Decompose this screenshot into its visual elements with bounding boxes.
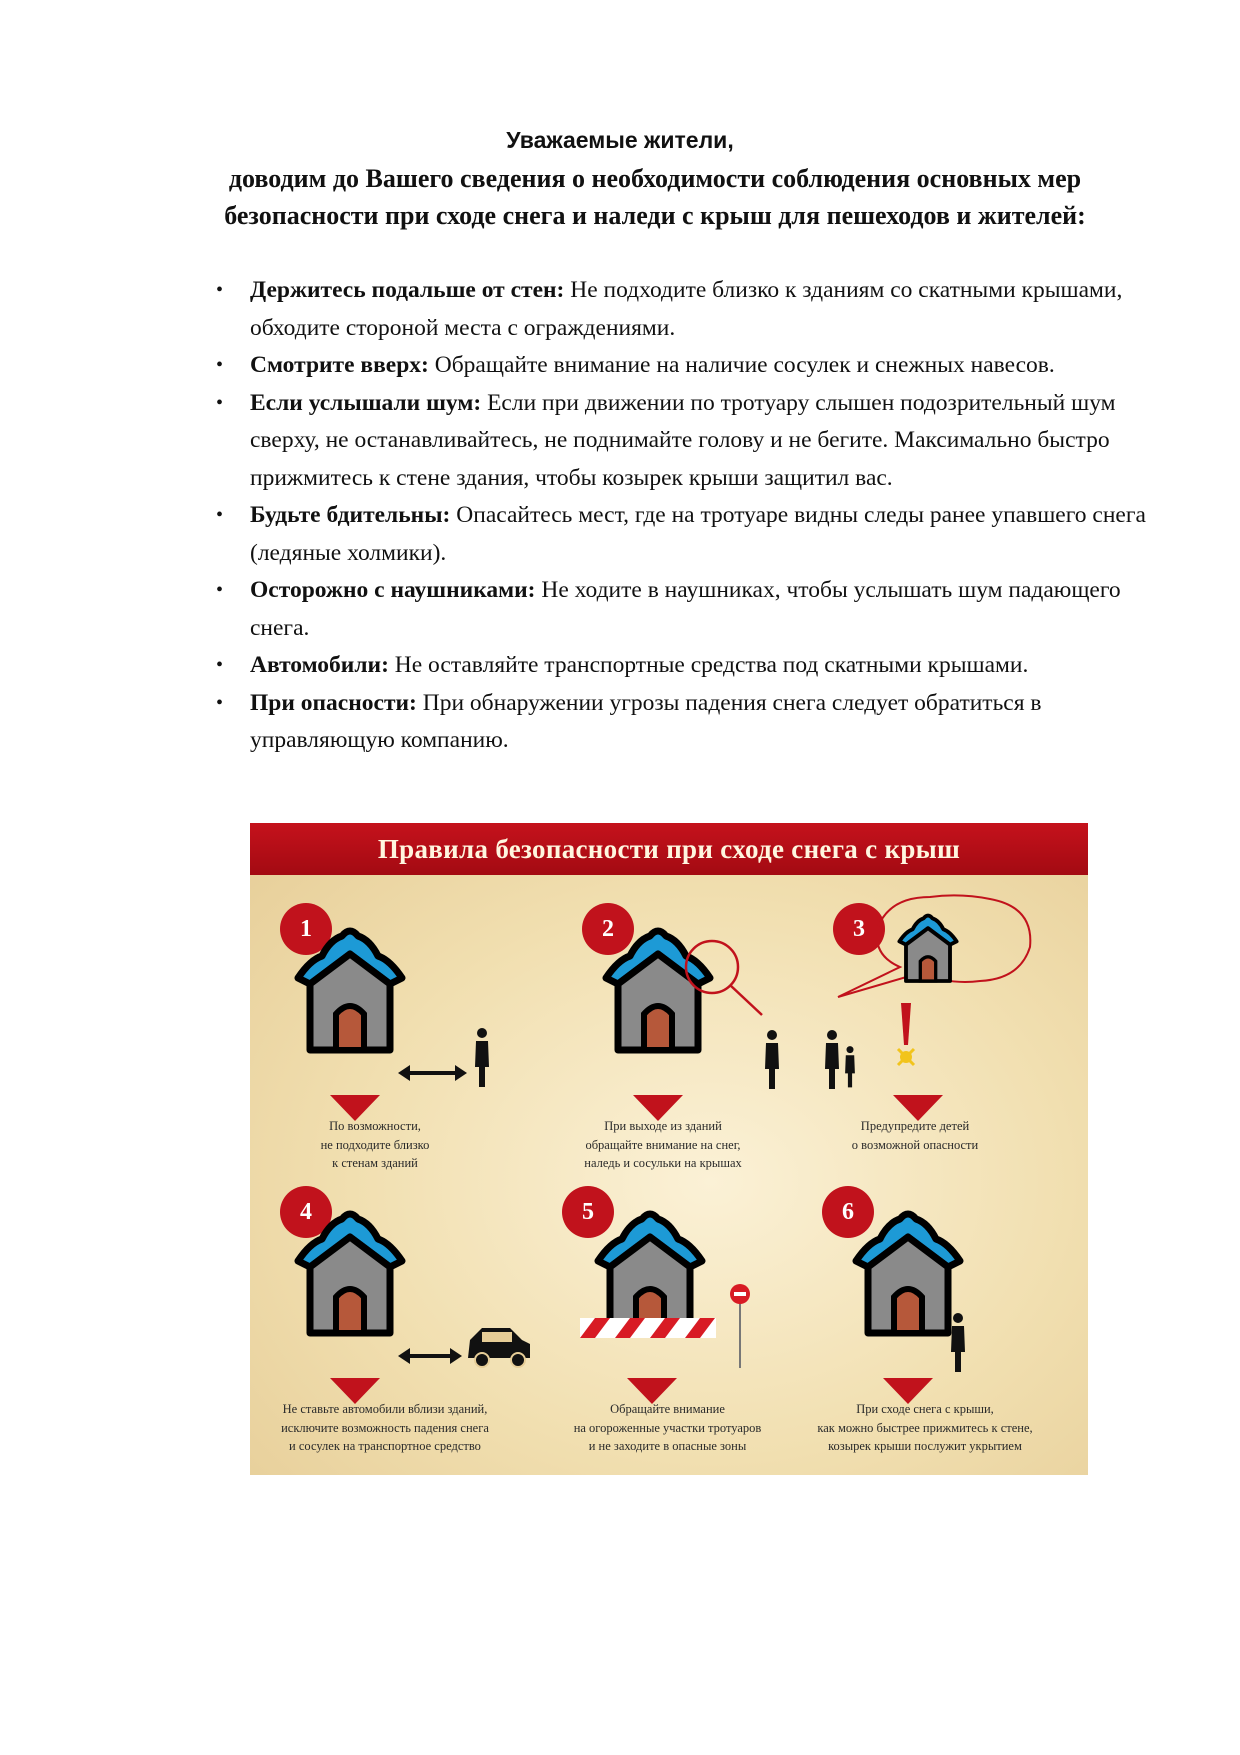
- rule-title: Смотрите вверх:: [250, 352, 429, 378]
- poster-title: Правила безопасности при сходе снега с крыш: [377, 834, 961, 864]
- person-icon: [475, 1028, 489, 1087]
- step-number-badge: 5: [562, 1186, 614, 1238]
- panel-3: [810, 885, 1080, 1175]
- step-number-badge: 3: [833, 903, 885, 955]
- panel-caption: Не ставьте автомобили вблизи зданий, исключите возможность падения снега и сосулек на транспортное средство: [281, 1402, 489, 1453]
- panel-caption: При выходе из зданий обращайте внимание на снег, наледь и сосульки на крышах: [584, 1119, 742, 1170]
- poster-header: [250, 823, 1088, 875]
- list-item: [216, 647, 1160, 685]
- distance-arrow-icon: [398, 1065, 467, 1081]
- rule-title: Если услышали шум:: [250, 389, 482, 416]
- bullet-icon: •: [216, 504, 224, 526]
- panel-2: [540, 885, 810, 1175]
- house-icon: [298, 1214, 402, 1333]
- rule-text: При обнаружении угрозы падения снега следует обратиться в управляющую компанию.: [250, 689, 1042, 753]
- bullet-icon: •: [216, 279, 224, 301]
- stop-sign-icon: [730, 1284, 750, 1368]
- safety-rules-list: [216, 272, 1160, 760]
- panel-6: [810, 1168, 1080, 1458]
- bullet-icon: •: [216, 691, 224, 714]
- panel-caption: По возможности, не подходите близко к стенам зданий: [320, 1119, 430, 1170]
- house-icon: [856, 1214, 960, 1333]
- step-number-badge: 4: [280, 1186, 332, 1238]
- parent-child-icon: [825, 1030, 855, 1089]
- panel-caption: При сходе снега с крыши, как можно быстрее прижмитесь к стене, козырек крыши послужит укрытием: [817, 1402, 1033, 1453]
- panel-caption: Предупредите детей о возможной опасности: [851, 1119, 979, 1152]
- rule-title: При опасности:: [250, 689, 417, 716]
- step-number-badge: 6: [822, 1186, 874, 1238]
- exclamation-icon: [898, 1003, 914, 1065]
- rule-text: Не оставляйте транспортные средства под скатными крышами.: [394, 652, 1029, 678]
- rule-text: Не ходите в наушниках, чтобы услышать шум падающего снега.: [250, 577, 1121, 641]
- safety-infographic: [250, 823, 1088, 1475]
- rule-title: Будьте бдительны:: [250, 502, 451, 528]
- panel-4: [260, 1168, 530, 1458]
- bullet-icon: •: [216, 654, 224, 676]
- rule-text: Опасайтесь мест, где на тротуаре видны следы ранее упавшего снега (ледяные холмики).: [250, 502, 1146, 566]
- greeting: Уважаемые жители,: [506, 127, 734, 153]
- bullet-icon: •: [216, 354, 224, 376]
- house-icon: [899, 916, 956, 981]
- barrier-tape-icon: [580, 1318, 716, 1338]
- panel-5: [540, 1168, 810, 1458]
- list-item: [216, 385, 1160, 498]
- bullet-icon: •: [216, 391, 224, 414]
- distance-arrow-icon: [398, 1348, 462, 1364]
- rule-title: Осторожно с наушниками:: [250, 577, 536, 603]
- step-number-badge: 2: [582, 903, 634, 955]
- house-icon: [598, 1214, 702, 1333]
- rule-text: Если при движении по тротуару слышен подозрительный шум сверху, не останавливайтесь, не поднимайте голову и не бегите. Максимально быстро прижмитесь к стене здания, чтобы козырек крыши защитил вас.: [250, 389, 1116, 491]
- panel-1: [260, 885, 530, 1175]
- list-item: [216, 347, 1160, 385]
- bullet-icon: •: [216, 579, 224, 601]
- rule-text: Не подходите близко к зданиям со скатными крышами, обходите стороной места с ограждениями.: [250, 277, 1123, 341]
- step-number-badge: 1: [280, 903, 332, 955]
- house-icon: [298, 931, 402, 1050]
- rule-title: Автомобили:: [250, 652, 389, 678]
- headline: доводим до Вашего сведения о необходимости соблюдения основных мер безопасности при сходе снега и наледи с крыш для пешеходов и жителей:: [224, 164, 1086, 230]
- car-icon: [468, 1328, 530, 1367]
- rule-text: Обращайте внимание на наличие сосулек и снежных навесов.: [434, 352, 1055, 378]
- person-icon: [765, 1030, 779, 1089]
- list-item: [216, 497, 1160, 572]
- list-item: [216, 685, 1160, 760]
- list-item: [216, 572, 1160, 647]
- panel-caption: Обращайте внимание на огороженные участки тротуаров и не заходите в опасные зоны: [573, 1402, 762, 1453]
- list-item: [216, 272, 1160, 347]
- rule-title: Держитесь подальше от стен:: [250, 277, 565, 303]
- person-icon: [951, 1313, 965, 1372]
